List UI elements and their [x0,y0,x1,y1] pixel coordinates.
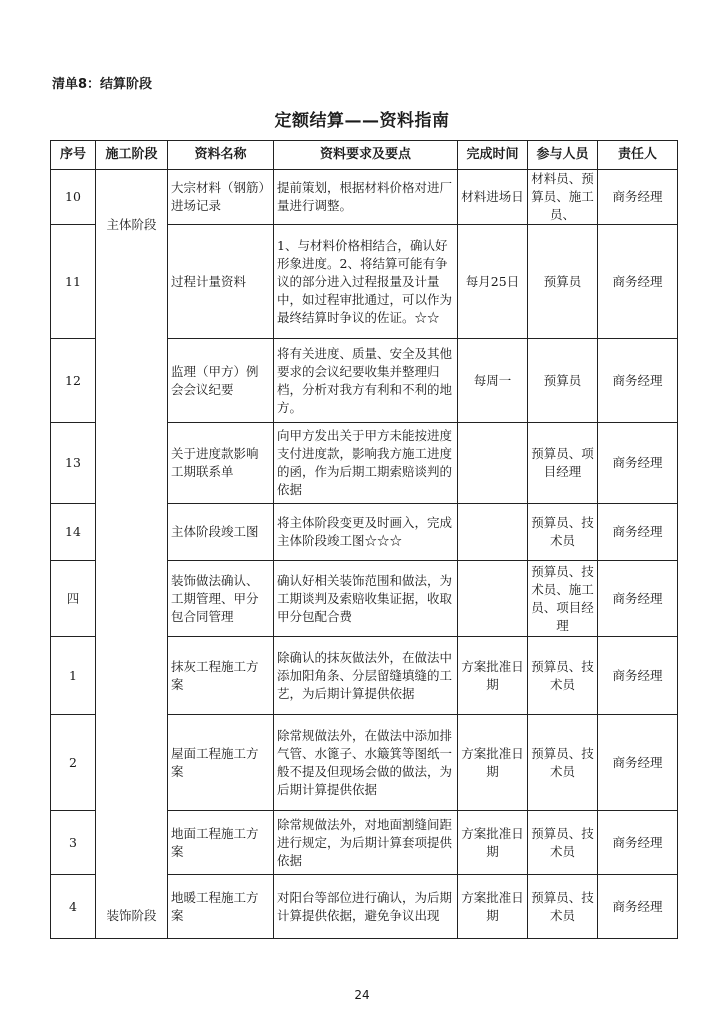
completion-time: 方案批准日期 [458,875,528,939]
table-header-row [51,141,678,170]
list-heading: 清单8：结算阶段 [52,77,153,92]
row-index: 13 [51,423,96,504]
participants: 预算员 [528,225,598,339]
participants: 预算员、技术员 [528,637,598,715]
owner: 商务经理 [598,715,678,811]
row-index: 1 [51,637,96,715]
participants: 预算员、技术员 [528,504,598,561]
requirements-text: 对阳台等部位进行确认，为后期计算提供依据，避免争议出现 [274,875,458,939]
completion-time: 方案批准日期 [458,637,528,715]
requirements-text: 除常规做法外，在做法中添加排气管、水篦子、水簸箕等图纸一般不提及但现场会做的做法，为后期计算提供依据 [274,715,458,811]
participants: 预算员 [528,339,598,423]
requirements-text: 1、与材料价格相结合，确认好形象进度。2、将结算可能有争议的部分进入过程报量及计量中，如过程审批通过，可以作为最终结算时争议的佐证。☆☆ [274,225,458,339]
owner: 商务经理 [598,504,678,561]
participants: 预算员、技术员 [528,875,598,939]
row-index: 4 [51,875,96,939]
document-name: 关于进度款影响工期联系单 [168,423,274,504]
document-name: 地暖工程施工方案 [168,875,274,939]
header-completion-time: 完成时间 [458,141,528,170]
header-participants: 参与人员 [528,141,598,170]
document-name: 过程计量资料 [168,225,274,339]
participants: 材料员、预算员、施工员、 [528,170,598,225]
header-owner: 责任人 [598,141,678,170]
completion-time: 每周一 [458,339,528,423]
owner: 商务经理 [598,339,678,423]
completion-time: 每月25日 [458,225,528,339]
stage-main-label: 主体阶段 [106,216,157,232]
owner: 商务经理 [598,875,678,939]
stage-decoration-label: 装饰阶段 [106,907,157,923]
owner: 商务经理 [598,225,678,339]
owner: 商务经理 [598,637,678,715]
document-name: 装饰做法确认、工期管理、甲分包合同管理 [168,561,274,637]
requirements-text: 除常规做法外，对地面割缝间距进行规定，为后期计算套项提供依据 [274,811,458,875]
document-name: 主体阶段竣工图 [168,504,274,561]
owner: 商务经理 [598,423,678,504]
participants: 预算员、技术员 [528,715,598,811]
header-requirements: 资料要求及要点 [274,141,458,170]
document-name: 地面工程施工方案 [168,811,274,875]
requirements-text: 将有关进度、质量、安全及其他要求的会议纪要收集并整理归档，分析对我方有利和不利的地方。 [274,339,458,423]
document-name: 屋面工程施工方案 [168,715,274,811]
row-index: 四 [51,561,96,637]
settlement-guide-table [50,140,678,939]
completion-time [458,423,528,504]
participants: 预算员、项目经理 [528,423,598,504]
row-index: 10 [51,170,96,225]
row-index: 14 [51,504,96,561]
requirements-text: 提前策划，根据材料价格对进厂量进行调整。 [274,170,458,225]
completion-time [458,504,528,561]
requirements-text: 确认好相关装饰范围和做法，为工期谈判及索赔收集证据，收取甲分包配合费 [274,561,458,637]
owner: 商务经理 [598,811,678,875]
participants: 预算员、技术员 [528,811,598,875]
page-number: 24 [354,988,370,1002]
header-index: 序号 [51,141,96,170]
document-name: 大宗材料（钢筋）进场记录 [168,170,274,225]
document-name: 监理（甲方）例会会议纪要 [168,339,274,423]
completion-time: 材料进场日 [458,170,528,225]
completion-time: 方案批准日期 [458,715,528,811]
document-title: 定额结算——资料指南 [274,111,450,131]
requirements-text: 向甲方发出关于甲方未能按进度支付进度款，影响我方施工进度的函，作为后期工期索赔谈判的依据 [274,423,458,504]
owner: 商务经理 [598,561,678,637]
header-stage: 施工阶段 [96,141,168,170]
table-row [51,170,678,225]
row-index: 11 [51,225,96,339]
header-document-name: 资料名称 [168,141,274,170]
requirements-text: 将主体阶段变更及时画入，完成主体阶段竣工图☆☆☆ [274,504,458,561]
row-index: 3 [51,811,96,875]
completion-time: 方案批准日期 [458,811,528,875]
requirements-text: 除确认的抹灰做法外，在做法中添加阳角条、分层留缝填缝的工艺，为后期计算提供依据 [274,637,458,715]
stage-column [96,170,168,939]
completion-time [458,561,528,637]
owner: 商务经理 [598,170,678,225]
row-index: 2 [51,715,96,811]
document-name: 抹灰工程施工方案 [168,637,274,715]
participants: 预算员、技术员、施工员、项目经理 [528,561,598,637]
row-index: 12 [51,339,96,423]
